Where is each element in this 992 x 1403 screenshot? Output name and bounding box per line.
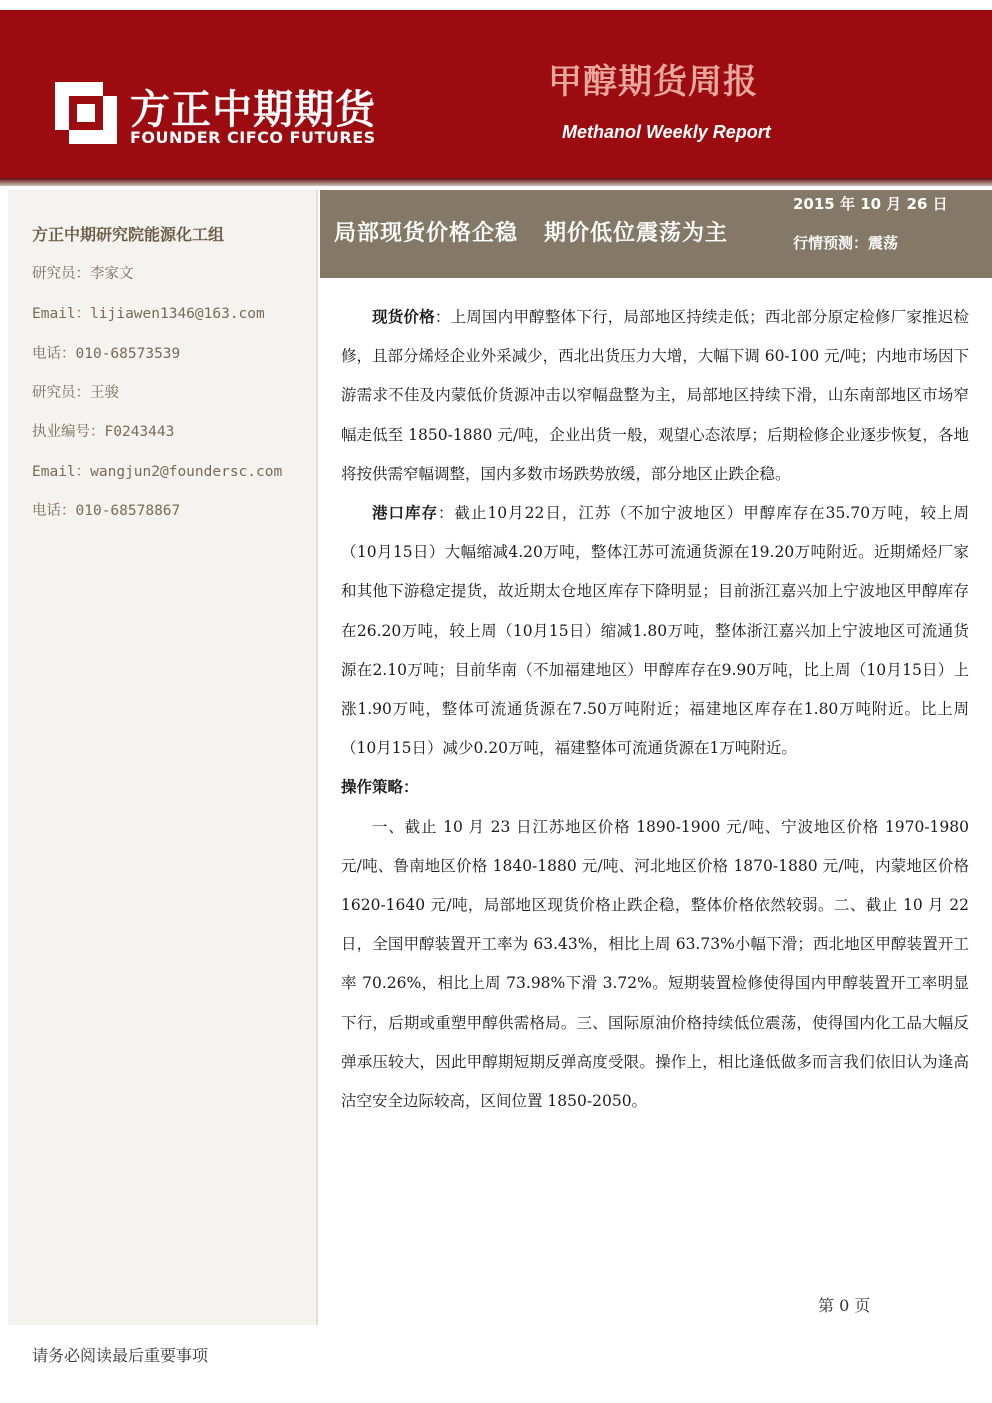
research-group: 方正中期研究院能源化工组 [32,225,225,244]
report-title-cn: 甲醇期货周报 [548,62,758,102]
page-number: 第 0 页 [818,1296,871,1315]
company-logo-icon [55,82,117,144]
license-number: 执业编号：F0243443 [32,424,175,440]
port-inventory-label: 港口库存 [372,504,438,523]
strategy-paragraph: 一、截止 10 月 23 日江苏地区价格 1890-1900 元/吨、宁波地区价格 1970-1980 元/吨、鲁南地区价格 1840-1880 元/吨、河北地区价格 1870-1880 元/吨，内蒙地区价格 1620-1640 元/吨，局部地区现货价格止跌企稳，整体价格依然较弱。二、截止 10 月 22 日，全国甲醇装置开工率为 63.43%，相比上周 63.73%小幅下滑；西北地区甲醇装置开工率 70.26%，相比上周 73.98%下滑 3.72%。短期装置检修使得国内甲醇装置开工率明显下行，后期或重塑甲醇供需格局。三、国际原油价格持续低位震荡，使得国内化工品大幅反弹承压较大，因此甲醇期短期反弹高度受限。操作上，相比逢低做多而言我们依旧认为逢高沽空安全边际较高，区间位置 1850-2050。 [341,817,969,1111]
port-inventory-text: ：截止10月22日，江苏（不加宁波地区）甲醇库存在35.70万吨，较上周（10月15日）大幅缩减4.20万吨，整体江苏可流通货源在19.20万吨附近。近期烯烃厂家和其他下游稳定提货，故近期太仓地区库存下降明显；目前浙江嘉兴加上宁波地区甲醇库存在26.20万吨，较上周（10月15日）缩减1.80万吨，整体浙江嘉兴加上宁波地区可流通货源在2.10万吨；目前华南（不加福建地区）甲醇库存在9.90万吨，比上周（10月15日）上涨1.90万吨，整体可流通货源在7.50万吨附近；福建地区库存在1.80万吨附近。比上周（10月15日）减少0.20万吨，福建整体可流通货源在1万吨附近。 [341,504,969,758]
company-name-cn: 方正中期期货 [130,87,376,133]
market-forecast: 行情预测：震荡 [793,234,899,252]
report-date: 2015 年 10 月 26 日 [793,195,948,213]
header-divider [0,178,992,186]
spot-price-label: 现货价格 [372,308,435,326]
spot-price-text: ：上周国内甲醇整体下行，局部地区持续走低；西北部分原定检修厂家推迟检修，且部分烯烃企业外采减少，西北出货压力大增，大幅下调 60-100 元/吨；内地市场因下游需求不佳及内蒙低价货源冲击以窄幅盘整为主，局部地区持续下滑，山东南部地区市场窄幅走低至 1850-1880 元/吨，企业出货一般，观望心态浓厚；后期检修企业逐步恢复，各地将按供需窄幅调整，国内多数市场跌势放缓，部分地区止跌企稳。 [341,308,969,483]
analyst-phone: 电话：010-68573539 [32,346,181,362]
sidebar-divider [316,190,318,1325]
footer-disclaimer: 请务必阅读最后重要事项 [32,1346,209,1365]
strategy-heading: 操作策略： [341,778,419,797]
analyst-email: Email：wangjun2@foundersc.com [32,464,283,480]
analyst-email: Email：lijiawen1346@163.com [32,306,265,322]
port-inventory-paragraph [341,494,969,768]
analyst-name: 研究员：王骏 [32,385,119,401]
analyst-phone: 电话：010-68578867 [32,503,181,519]
report-body [341,298,969,1121]
company-name-en: FOUNDER CIFCO FUTURES [130,128,376,147]
report-title-en: Methanol Weekly Report [562,122,771,142]
spot-price-paragraph [341,298,969,494]
analyst-name: 研究员：李家文 [32,266,134,282]
report-headline: 局部现货价格企稳 期价低位震荡为主 [334,221,728,246]
